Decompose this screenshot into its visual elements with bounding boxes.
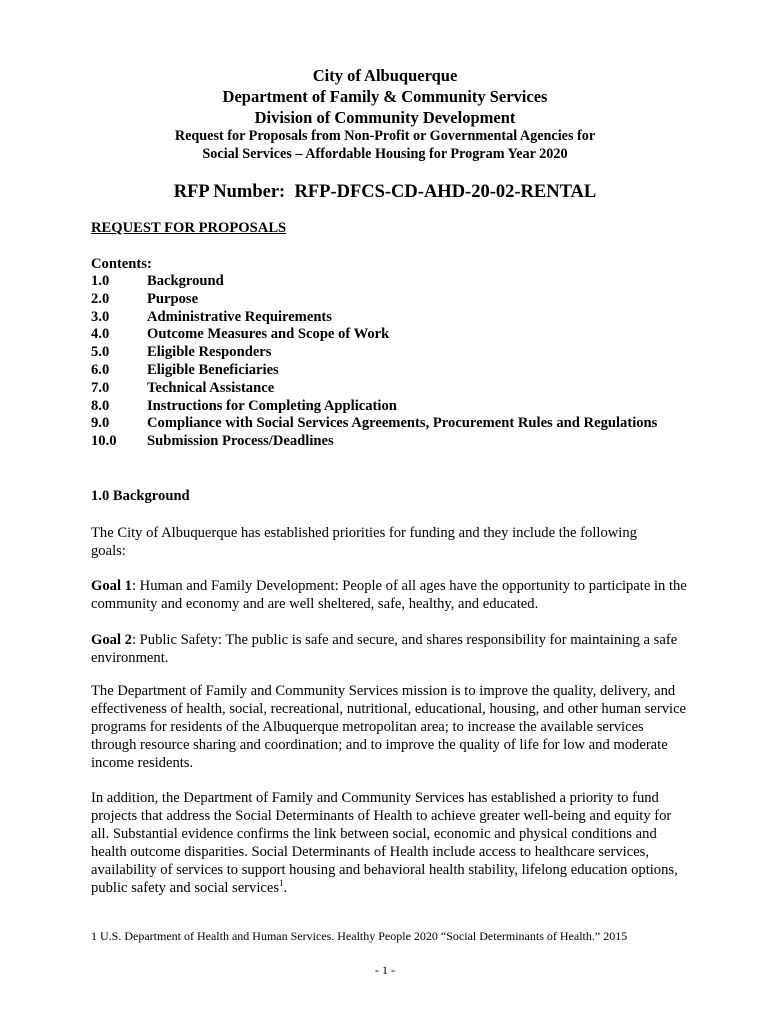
city-title: City of Albuquerque [312,66,458,85]
priority-end: . [283,880,288,896]
toc-item [91,291,657,309]
toc-number: 6.0 [91,361,110,378]
toc-item [91,362,657,380]
goal-1-text: : Human and Family Development: People of all ages have the opportunity to participate in the community and economy and are well sheltered, safe, healthy, and educated. [91,578,687,612]
toc-item [91,273,657,291]
footnote-reference[interactable]: 1 [279,878,284,889]
section-heading: REQUEST FOR PROPOSALS [91,220,287,236]
toc-number: 5.0 [91,344,110,361]
toc-number: 1.0 [91,273,110,289]
request-line-1: Request for Proposals from Non-Profit or Governmental Agencies for [174,128,596,144]
toc-title: Eligible Beneficiaries [147,361,279,378]
toc-number: 8.0 [91,397,110,414]
toc-number: 4.0 [91,326,110,343]
toc-title: Background [147,273,224,289]
toc-title: Outcome Measures and Scope of Work [147,326,390,343]
toc-title: Eligible Responders [147,344,272,361]
department-title: Department of Family & Community Services [222,87,548,106]
toc-title: Compliance with Social Services Agreements, Procurement Rules and Regulations [147,415,658,432]
footnote: 1 U.S. Department of Health and Human Services. Healthy People 2020 “Social Determinants of Health.” 2015 [91,929,628,943]
toc-item [91,344,657,362]
toc-item [91,380,657,398]
toc-title: Instructions for Completing Application [147,397,397,414]
toc-title: Technical Assistance [147,379,275,396]
goal-2-text: : Public Safety: The public is safe and secure, and shares responsibility for maintaining a safe environment. [91,632,678,666]
toc-number: 9.0 [91,415,110,432]
page-number: - 1 - [375,963,395,977]
mission-paragraph: The Department of Family and Community Services mission is to improve the quality, delivery, and effectiveness of health, social, recreational, nutritional, educational, housing, and other human service programs for residents of the Albuquerque metropolitan area; to increase the available services through resource sharing and coordination; and to improve the quality of life for low and moderate income residents. [91,683,687,771]
toc-title: Purpose [147,290,199,307]
division-title: Division of Community Development [254,108,516,127]
priority-paragraph [91,789,691,897]
toc-item [91,326,657,344]
toc-number: 7.0 [91,379,110,396]
toc-title: Administrative Requirements [147,308,332,325]
priority-text: In addition, the Department of Family and Community Services has established a priority to fund projects that address the Social Determinants of Health to achieve greater well-being and equity for all. Substantial evidence confirms the link between social, economic and physical conditions and health outcome disparities. Social Determinants of Health include access to healthcare services, availability of services to support housing and behavioral health stability, lifelong education options, public safety and social services [91,790,678,896]
goal-1-paragraph [91,577,691,613]
table-of-contents [91,273,657,451]
goal-2-label: Goal 2 [91,632,132,648]
toc-item [91,433,657,451]
toc-item [91,415,657,433]
toc-title: Submission Process/Deadlines [147,433,334,450]
toc-number: 10.0 [91,433,117,450]
background-heading: 1.0 Background [91,488,190,504]
contents-label: Contents: [91,256,152,272]
toc-item [91,309,657,327]
toc-item [91,398,657,416]
toc-number: 3.0 [91,308,110,325]
request-line-2: Social Services – Affordable Housing for Program Year 2020 [202,146,568,162]
rfp-number: RFP Number: RFP-DFCS-CD-AHD-20-02-RENTAL [173,182,597,202]
goal-1-label: Goal 1 [91,578,132,594]
goal-2-paragraph [91,631,691,667]
toc-number: 2.0 [91,290,110,307]
background-intro: The City of Albuquerque has established priorities for funding and they include the following goals: [91,525,637,559]
